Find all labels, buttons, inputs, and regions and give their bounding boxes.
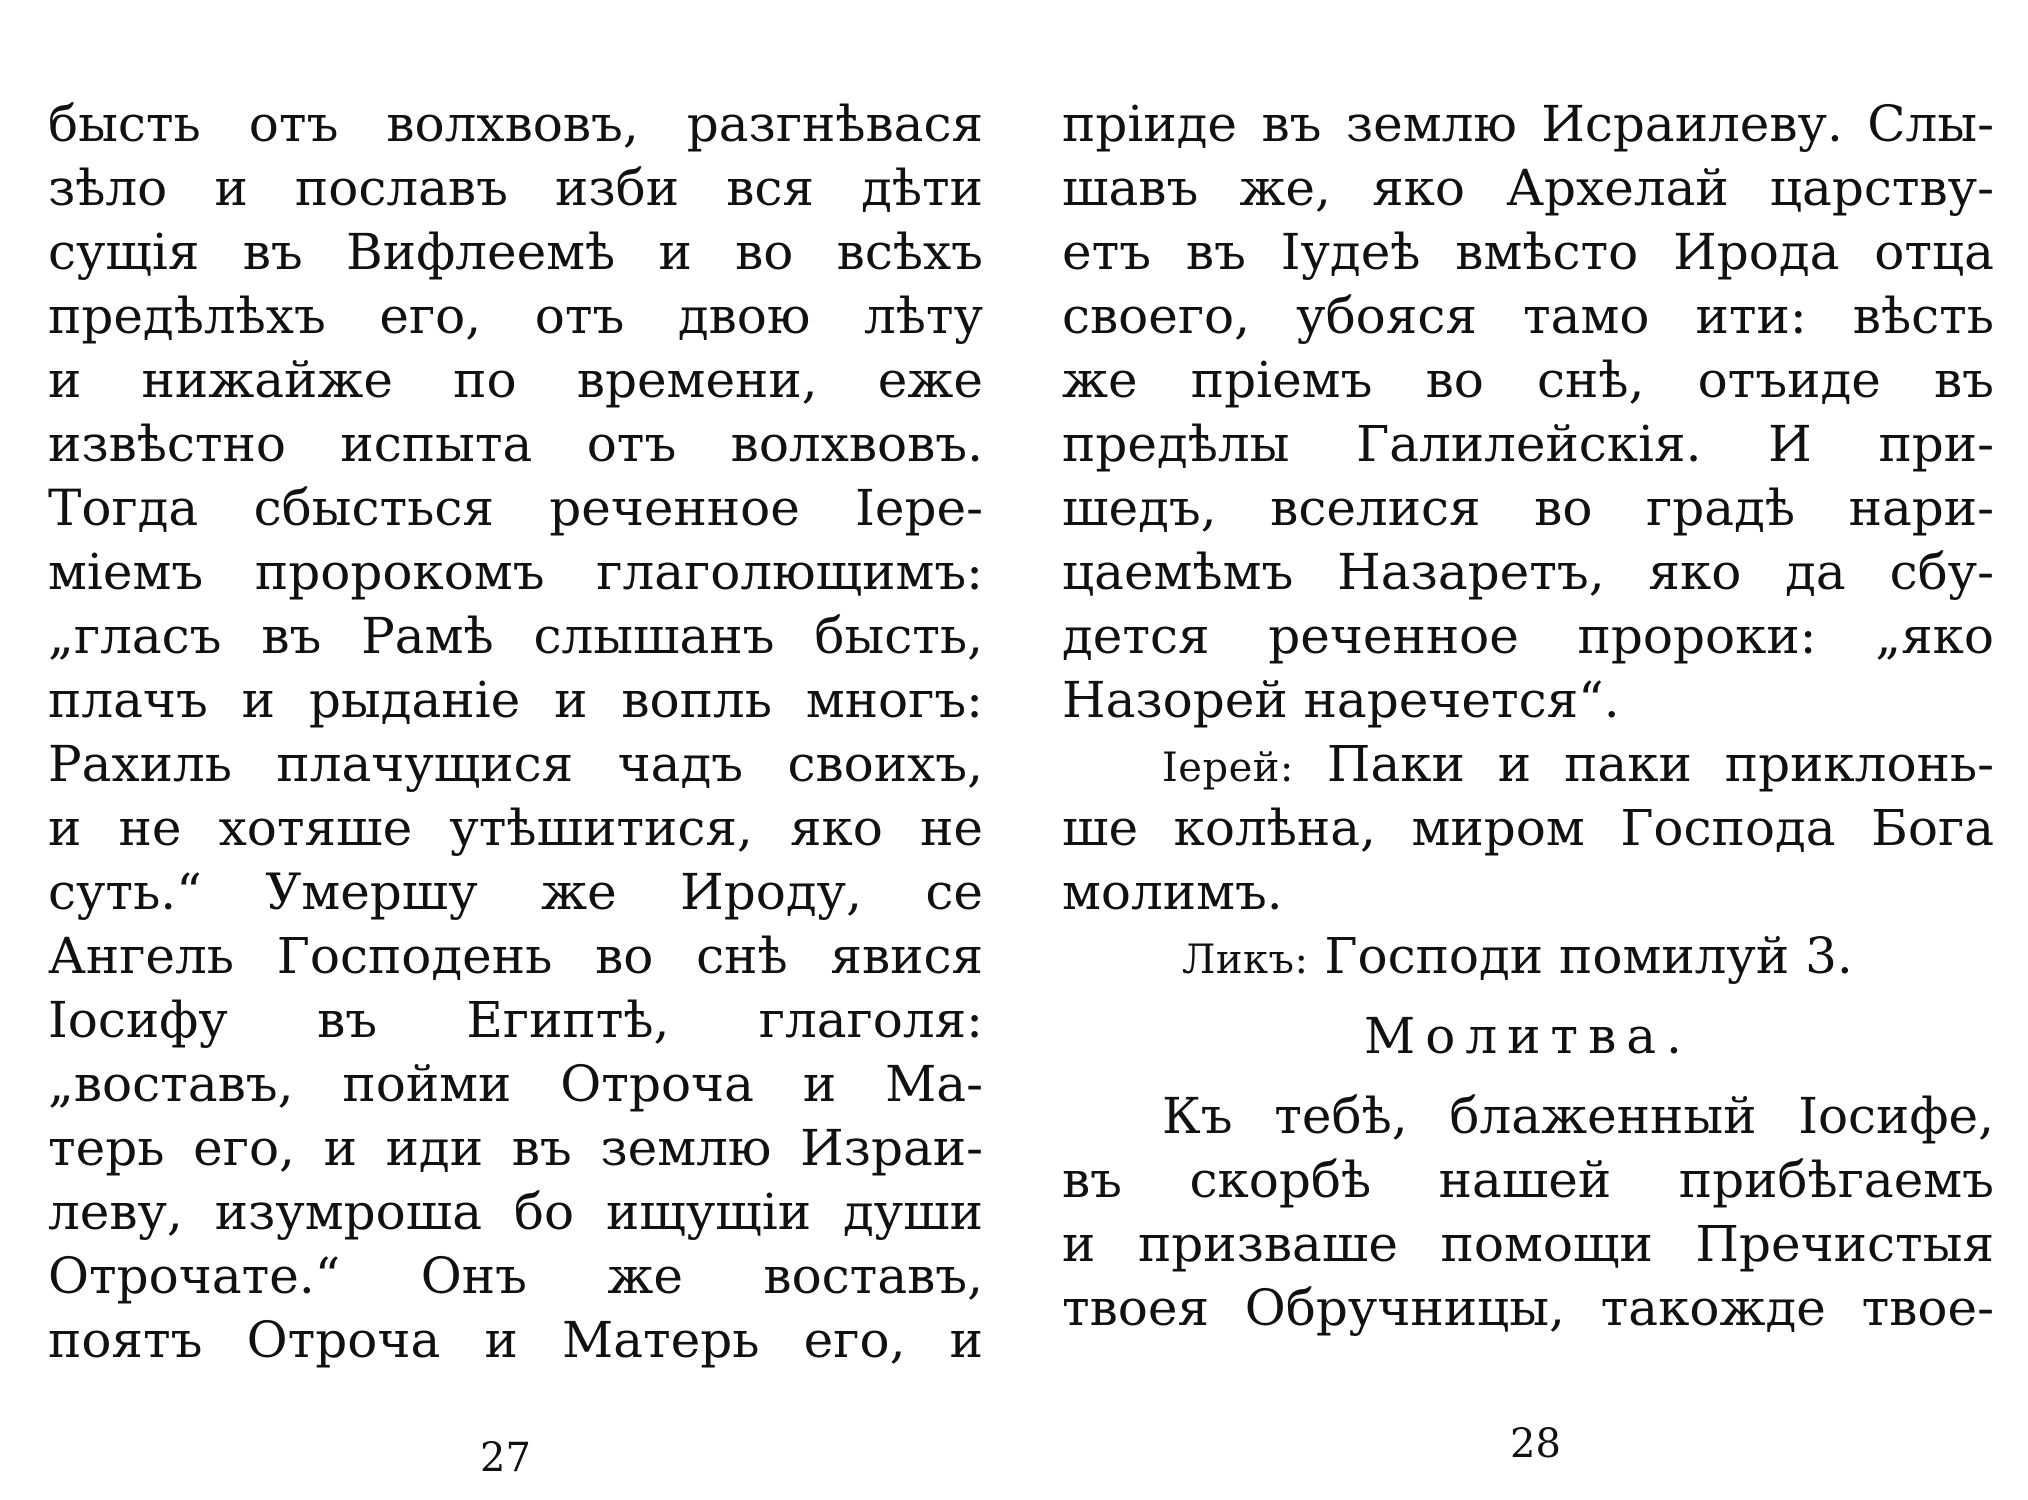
text-line: въ скорбѣ нашей прибѣгаемъ (1062, 1151, 1994, 1209)
text-line: „воставъ, пойми Отроча и Ма- (48, 1055, 983, 1113)
priest-text: Паки и паки приклонь- (1326, 735, 1994, 793)
right-page (1062, 92, 1994, 1340)
page-number-left: 27 (480, 1435, 531, 1481)
text-line: сущія въ Вифлеемѣ и во всѣхъ (48, 223, 983, 281)
text-line: и не хотяше утѣшитися, яко не (48, 799, 983, 857)
text-line: поятъ Отроча и Матерь его, и (48, 1311, 983, 1369)
prayer-title: Молитва. (1364, 1007, 1692, 1065)
choir-response (1062, 924, 1994, 988)
text-line: етъ въ Іудеѣ вмѣсто Ирода отца (1062, 223, 1994, 281)
text-line: извѣстно испыта отъ волхвовъ. (48, 415, 983, 473)
choir-text: Господи помилуй 3. (1324, 927, 1853, 985)
text-line: твоея Обручницы, такожде твое- (1062, 1279, 1994, 1337)
text-line: плачъ и рыданіе и вопль многъ: (48, 671, 983, 729)
text-line: предѣлѣхъ его, отъ двою лѣту (48, 287, 983, 345)
priest-label: Іерей: (1162, 745, 1294, 791)
text-line: Іосифу въ Египтѣ, глаголя: (48, 991, 983, 1049)
text-line: леву, изумроша бо ищущіи души (48, 1183, 983, 1241)
text-line: Ангель Господень во снѣ явися (48, 927, 983, 985)
text-line: пріиде въ землю Исраилеву. Слы- (1062, 95, 1994, 153)
text-line: шавъ же, яко Архелай царству- (1062, 159, 1994, 217)
text-line: предѣлы Галилейскія. И при- (1062, 415, 1994, 473)
left-page (48, 92, 983, 1372)
text-line: бысть отъ волхвовъ, разгнѣвася (48, 95, 983, 153)
text-line: дется реченное пророки: „яко (1062, 607, 1994, 665)
text-line: зѣло и пославъ изби вся дѣти (48, 159, 983, 217)
text-line: молимъ. (1062, 863, 1283, 921)
text-line: Къ тебѣ, блаженный Іосифе, (1162, 1087, 1994, 1145)
text-line: и нижайже по времени, еже (48, 351, 983, 409)
text-line: и призваше помощи Пречистыя (1062, 1215, 1994, 1273)
text-line: „гласъ въ Рамѣ слышанъ бысть, (48, 607, 983, 665)
text-line: же пріемъ во снѣ, отъиде въ (1062, 351, 1994, 409)
page-number-right: 28 (1510, 1421, 1561, 1467)
text-line: Рахиль плачущися чадъ своихъ, (48, 735, 983, 793)
text-line: цаемѣмъ Назаретъ, яко да сбу- (1062, 543, 1994, 601)
text-line: ше колѣна, миром Господа Бога (1062, 799, 1994, 857)
text-line: Тогда сбысться реченное Іере- (48, 479, 983, 537)
text-line: Отрочате.“ Онъ же воставъ, (48, 1247, 983, 1305)
text-line: суть.“ Умершу же Ироду, се (48, 863, 983, 921)
text-line: терь его, и иди въ землю Израи- (48, 1119, 983, 1177)
text-line: своего, убояся тамо ити: вѣсть (1062, 287, 1994, 345)
priest-exclamation (1062, 732, 1994, 796)
text-line: Назорей наречется“. (1062, 671, 1620, 729)
text-line: шедъ, вселися во градѣ нари- (1062, 479, 1994, 537)
choir-label: Ликъ: (1182, 937, 1309, 983)
text-line: міемъ пророкомъ глаголющимъ: (48, 543, 983, 601)
